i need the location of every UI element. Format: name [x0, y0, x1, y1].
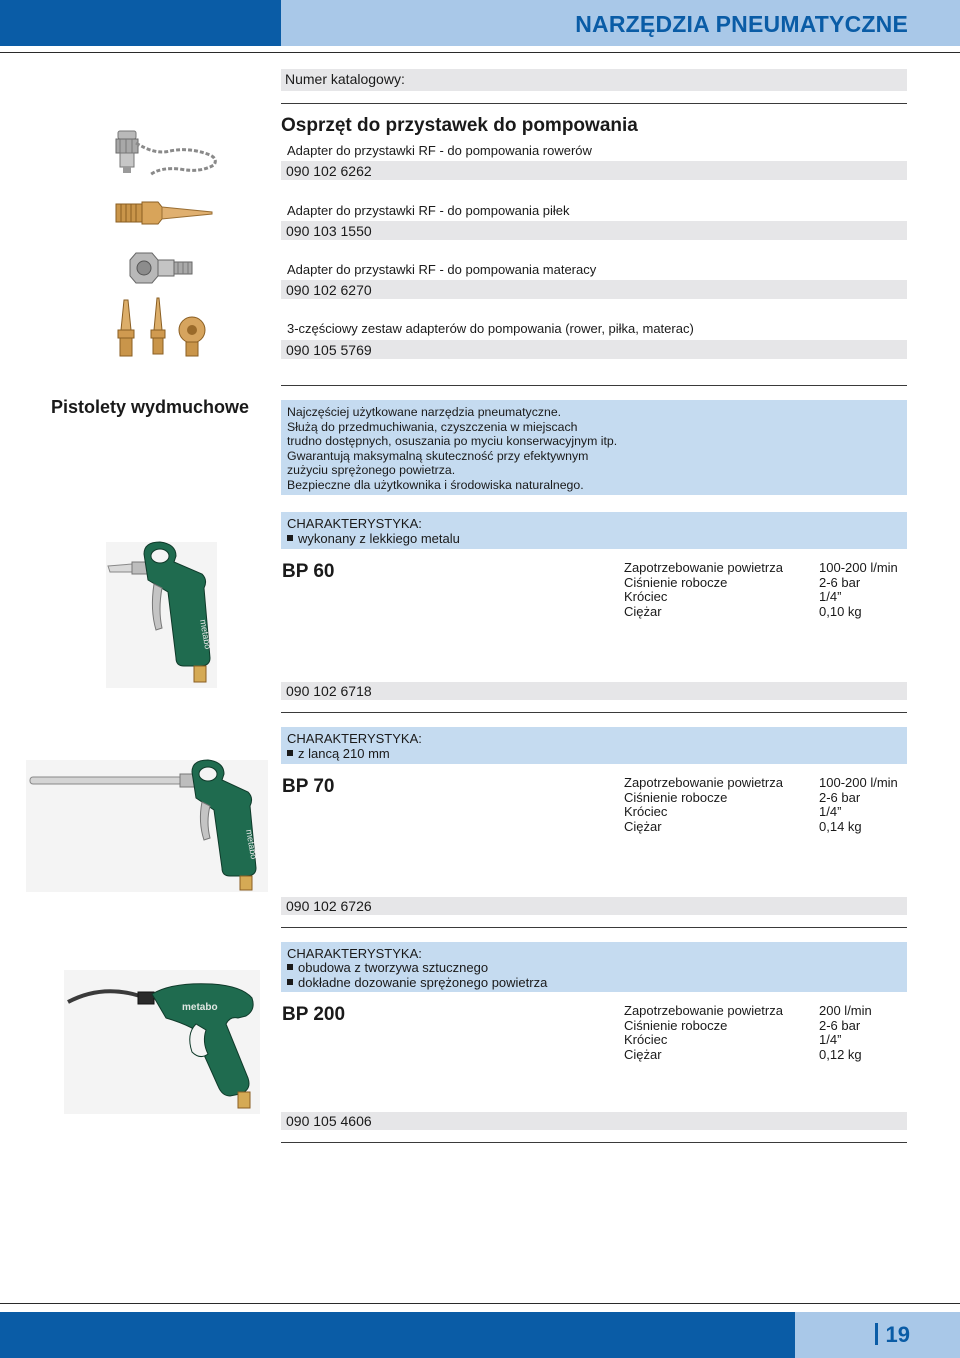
adapter-set-image — [112, 296, 212, 362]
spec-value: 0,14 kg — [819, 818, 862, 834]
code-bar — [281, 161, 907, 180]
product-code: 090 102 6726 — [286, 898, 372, 914]
page-number-text: 19 — [885, 1322, 910, 1347]
accessory-name: 3-częściowy zestaw adapterów do pompowania (rower, piłka, materac) — [287, 321, 694, 336]
description-line: Gwarantują maksymalną skuteczność przy efektywnym — [287, 448, 589, 463]
accessories-title: Osprzęt do przystawek do pompowania — [281, 115, 638, 136]
spec-value: 1/4” — [819, 589, 842, 604]
accessory-name: Adapter do przystawki RF - do pompowania materacy — [287, 262, 597, 277]
accessory-name: Adapter do przystawki RF - do pompowania rowerów — [287, 143, 592, 158]
spec-label: Króciec — [624, 589, 668, 604]
description-text — [287, 405, 617, 493]
code-bar — [281, 897, 907, 915]
footer-bar — [0, 1312, 795, 1358]
spec-labels — [624, 1004, 783, 1062]
description-line: zużyciu sprężonego powietrza. — [287, 463, 456, 478]
code-bar — [281, 682, 907, 700]
blow-guns-title: Pistolety wydmuchowe — [51, 397, 250, 417]
spec-values — [819, 561, 898, 619]
brand-label: metabo — [182, 1002, 218, 1013]
spec-label: Ciśnienie robocze — [624, 1017, 728, 1033]
spec-labels — [624, 776, 783, 834]
feature-item — [287, 960, 488, 975]
description-line: Służą do przedmuchiwania, czyszczenia w miejscach — [287, 419, 578, 434]
feature-text: dokładne dozowanie sprężonego powietrza — [298, 975, 548, 990]
spec-label: Zapotrzebowanie powietrza — [624, 775, 783, 790]
features-heading: CHARAKTERYSTYKA: — [287, 731, 422, 746]
section-divider — [281, 712, 907, 713]
accessory-code: 090 102 6262 — [286, 163, 372, 179]
spec-label: Ciśnienie robocze — [624, 789, 728, 805]
feature-item — [287, 746, 390, 761]
header-divider — [0, 52, 960, 53]
catalog-label: Numer katalogowy: — [285, 71, 405, 87]
accessory-code: 090 103 1550 — [286, 223, 372, 239]
feature-item — [287, 975, 547, 990]
model-name: BP 60 — [282, 561, 335, 582]
feature-text: obudowa z tworzywa sztucznego — [298, 960, 489, 975]
spec-label: Króciec — [624, 1032, 668, 1047]
features-heading: CHARAKTERYSTYKA: — [287, 516, 422, 531]
code-bar — [281, 1112, 907, 1130]
code-bar — [281, 340, 907, 359]
description-line: Bezpieczne dla użytkownika i środowiska naturalnego. — [287, 477, 584, 492]
spec-label: Ciężar — [624, 603, 662, 619]
spec-label: Ciśnienie robocze — [624, 574, 728, 590]
section-divider — [281, 1142, 907, 1143]
accessory-code: 090 105 5769 — [286, 342, 372, 358]
spec-value: 1/4” — [819, 1032, 842, 1047]
spec-value: 1/4” — [819, 804, 842, 819]
bullet-icon — [287, 964, 293, 970]
section-divider — [281, 385, 907, 386]
spec-label: Króciec — [624, 804, 668, 819]
feature-text: z lancą 210 mm — [298, 746, 390, 761]
section-divider — [281, 927, 907, 928]
footer-divider — [0, 1303, 960, 1304]
spec-value: 0,10 kg — [819, 603, 862, 619]
model-name: BP 200 — [282, 1004, 346, 1025]
bp60-blow-gun-image — [104, 540, 219, 690]
bullet-icon — [287, 750, 293, 756]
code-bar — [281, 280, 907, 299]
product-code: 090 102 6718 — [286, 683, 372, 699]
spec-value: 100-200 l/min — [819, 560, 898, 575]
features-heading: CHARAKTERYSTYKA: — [287, 946, 422, 961]
spec-value: 0,12 kg — [819, 1046, 862, 1062]
page-number-marker — [875, 1323, 878, 1345]
spec-value: 2-6 bar — [819, 789, 861, 805]
spec-value: 200 l/min — [819, 1003, 872, 1018]
spec-labels — [624, 561, 783, 619]
header-accent-block — [0, 0, 281, 46]
bp70-blow-gun-image — [24, 758, 270, 894]
spec-values — [819, 1004, 872, 1062]
description-line: trudno dostępnych, osuszania po myciu konserwacyjnym itp. — [287, 434, 618, 449]
mattress-adapter-image — [126, 250, 196, 286]
spec-label: Zapotrzebowanie powietrza — [624, 560, 783, 575]
spec-value: 2-6 bar — [819, 574, 861, 590]
product-code: 090 105 4606 — [286, 1113, 372, 1129]
code-bar — [281, 221, 907, 240]
accessory-code: 090 102 6270 — [286, 282, 372, 298]
accessory-name: Adapter do przystawki RF - do pompowania piłek — [287, 203, 570, 218]
page-title: NARZĘDZIA PNEUMATYCZNE — [575, 11, 908, 37]
description-line: Najczęściej użytkowane narzędzia pneumatyczne. — [287, 405, 562, 419]
page-number — [875, 1322, 910, 1348]
spec-value: 2-6 bar — [819, 1017, 861, 1033]
model-name: BP 70 — [282, 776, 335, 797]
brand-label: metabo — [244, 828, 260, 860]
brand-label: metabo — [198, 618, 214, 650]
bicycle-adapter-image — [110, 125, 225, 185]
feature-item — [287, 531, 460, 546]
spec-label: Zapotrzebowanie powietrza — [624, 1003, 783, 1018]
feature-text: wykonany z lekkiego metalu — [298, 531, 460, 546]
spec-label: Ciężar — [624, 1046, 662, 1062]
spec-label: Ciężar — [624, 818, 662, 834]
bullet-icon — [287, 979, 293, 985]
bp200-blow-gun-image — [62, 968, 262, 1116]
bullet-icon — [287, 535, 293, 541]
ball-needle-image — [112, 197, 217, 231]
section-divider — [281, 103, 907, 104]
spec-value: 100-200 l/min — [819, 775, 898, 790]
spec-values — [819, 776, 898, 834]
